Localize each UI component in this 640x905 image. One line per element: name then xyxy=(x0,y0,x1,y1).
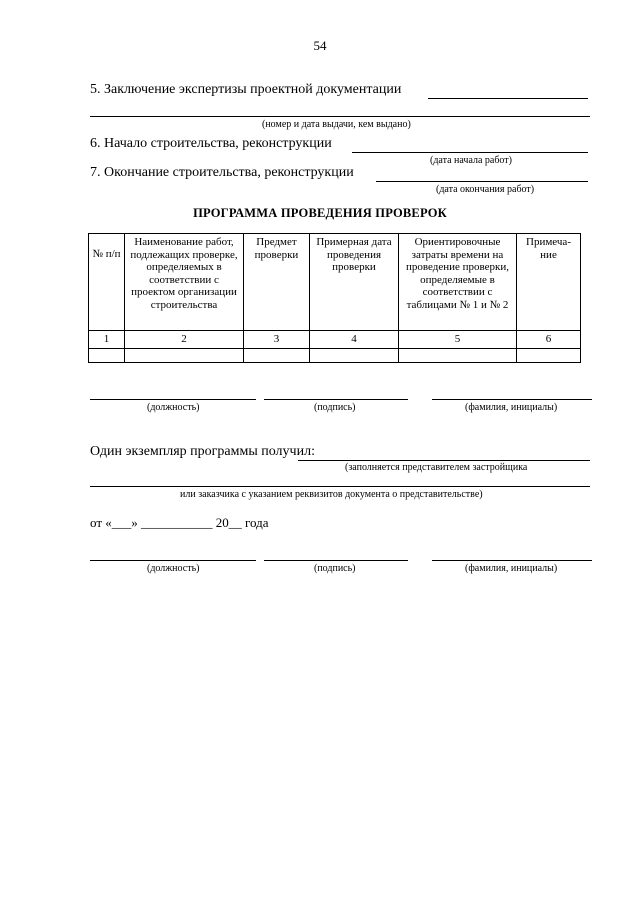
program-title: ПРОГРАММА ПРОВЕДЕНИЯ ПРОВЕРОК xyxy=(193,206,447,220)
position-line-2[interactable] xyxy=(90,560,256,561)
header-subject: Предмет проверки xyxy=(244,234,310,331)
program-table xyxy=(88,233,581,363)
date-rest: » ___________ 20__ года xyxy=(131,515,269,530)
name-caption-1: (фамилия, инициалы) xyxy=(465,402,558,413)
col-number-6: 6 xyxy=(517,331,581,349)
table-number-row xyxy=(89,331,581,349)
header-time-costs: Ориентировочные затраты времени на проведение проверки, определяемые в соответствии с таблицами № 1 и № 2 xyxy=(399,234,517,331)
position-caption-1: (должность) xyxy=(147,402,200,413)
name-line-2[interactable] xyxy=(432,560,592,561)
signature-line-2[interactable] xyxy=(264,560,408,561)
item5-input-line[interactable] xyxy=(428,98,588,99)
position-line-1[interactable] xyxy=(90,399,256,400)
item6-caption: (дата начала работ) xyxy=(430,155,512,166)
item6-input-line[interactable] xyxy=(352,152,588,153)
table-row xyxy=(89,349,581,363)
receipt-date[interactable] xyxy=(90,515,269,531)
header-work-name: Наименование работ, подлежащих проверке, определяемых в соответствии с проектом организации строительства xyxy=(125,234,244,331)
signature-caption-2: (подпись) xyxy=(314,563,356,574)
table-cell[interactable] xyxy=(310,349,399,363)
item7-label: 7. Окончание строительства, реконструкции xyxy=(90,165,354,180)
table-header-row xyxy=(89,234,581,331)
receipt-label: Один экземпляр программы получил: xyxy=(90,444,315,459)
col-number-2: 2 xyxy=(125,331,244,349)
receipt-caption-2: или заказчика с указанием реквизитов документа о представительстве) xyxy=(180,489,483,500)
header-date: Примерная дата проведения проверки xyxy=(310,234,399,331)
header-note: Примеча-ние xyxy=(517,234,581,331)
signature-line-1[interactable] xyxy=(264,399,408,400)
item5-input-line-2[interactable] xyxy=(90,116,590,117)
table-cell[interactable] xyxy=(244,349,310,363)
header-number: № п/п xyxy=(89,234,125,331)
col-number-4: 4 xyxy=(310,331,399,349)
item6-label: 6. Начало строительства, реконструкции xyxy=(90,136,332,151)
table-cell[interactable] xyxy=(125,349,244,363)
table-cell[interactable] xyxy=(89,349,125,363)
col-number-5: 5 xyxy=(399,331,517,349)
date-prefix: от « xyxy=(90,515,112,530)
item7-input-line[interactable] xyxy=(376,181,588,182)
col-number-3: 3 xyxy=(244,331,310,349)
signature-caption-1: (подпись) xyxy=(314,402,356,413)
table-cell[interactable] xyxy=(399,349,517,363)
table-cell[interactable] xyxy=(517,349,581,363)
item5-caption: (номер и дата выдачи, кем выдано) xyxy=(262,119,411,130)
receipt-input-line[interactable] xyxy=(298,460,590,461)
col-number-1: 1 xyxy=(89,331,125,349)
name-caption-2: (фамилия, инициалы) xyxy=(465,563,558,574)
item7-caption: (дата окончания работ) xyxy=(436,184,535,195)
item5-label: 5. Заключение экспертизы проектной документации xyxy=(90,82,402,97)
name-line-1[interactable] xyxy=(432,399,592,400)
receipt-caption-1: (заполняется представителем застройщика xyxy=(345,462,528,473)
page-number: 54 xyxy=(313,38,327,53)
date-day-blank[interactable]: ___ xyxy=(111,515,132,530)
position-caption-2: (должность) xyxy=(147,563,200,574)
receipt-input-line-2[interactable] xyxy=(90,486,590,487)
